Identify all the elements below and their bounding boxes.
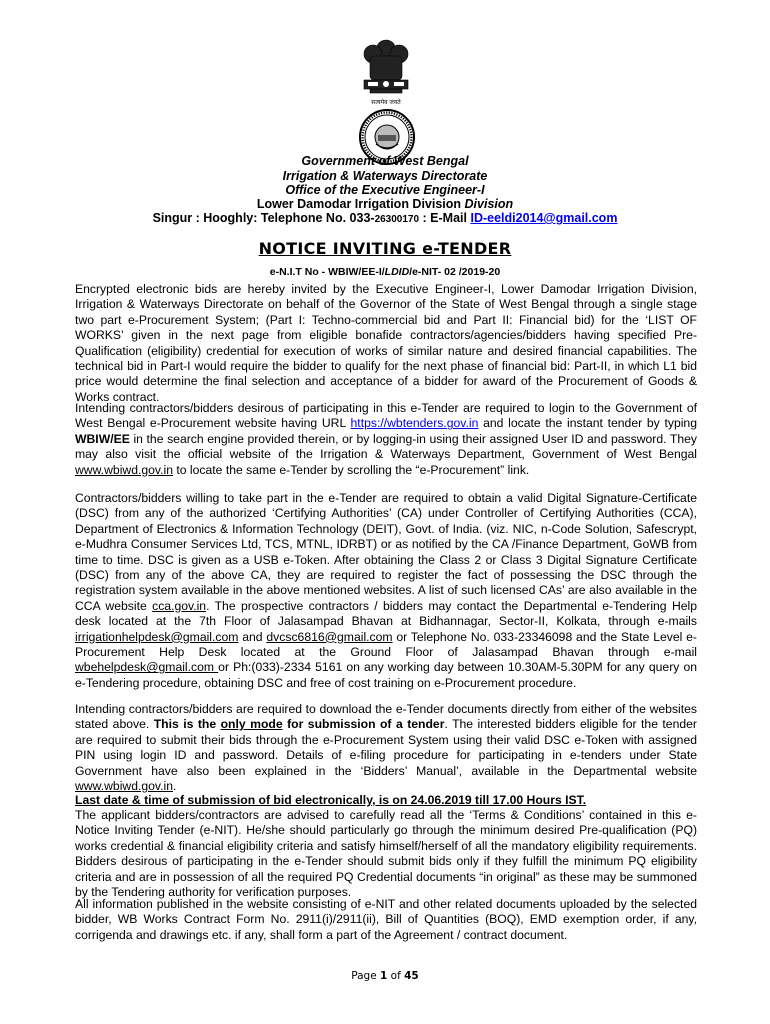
last-date-end: . bbox=[582, 793, 587, 807]
header-government: Government of West Bengal bbox=[301, 154, 469, 168]
para3-text-5: or Ph:(033)-2334 5161 on any working day between 10.30AM-5.30PM for any query on e-Tendering procedure, obtaining DSC and free of cost training on e-Procurement procedure. bbox=[75, 660, 698, 690]
nit-number bbox=[0, 266, 770, 278]
page-footer bbox=[0, 970, 770, 982]
para3-text-3: and bbox=[238, 629, 267, 644]
paragraph-agreement: All information published in the website consisting of e-NIT and other related documents uploaded by the selected bidder, WB Works Contract Form No. 2911(i)/2911(ii), Bill of Quantities (BOQ), EMD exemption order, if any, corrigenda and drawings etc. if any, shall form a part of the Agreement / contract document. bbox=[75, 897, 697, 942]
footer-of: of bbox=[387, 970, 405, 982]
header-contact bbox=[0, 211, 770, 227]
para2-text-2: and locate the instant tender by typing bbox=[478, 416, 697, 431]
contact-prefix: Singur : Hooghly: Telephone No. 033- bbox=[152, 211, 375, 225]
division-word: Division bbox=[464, 197, 514, 211]
last-date-text: Last date & time of submission of bid electronically, is on 24.06.2019 till 17.00 Hours IST bbox=[75, 793, 583, 807]
email-label: : E-Mail bbox=[419, 211, 471, 225]
notice-title: NOTICE INVITING e-TENDER bbox=[258, 239, 512, 258]
search-code: WBIW/EE bbox=[75, 431, 130, 446]
division-name: Lower Damodar Irrigation Division bbox=[256, 197, 462, 211]
last-date-heading bbox=[75, 793, 586, 807]
header-office: Office of the Executive Engineer-I bbox=[285, 183, 485, 197]
helpdesk-email-link[interactable]: irrigationhelpdesk@gmail.com bbox=[75, 629, 239, 644]
email-link[interactable]: ID-eeldi2014@gmail.com bbox=[470, 211, 618, 225]
page-total: 45 bbox=[404, 970, 419, 982]
cca-link[interactable]: cca.gov.in bbox=[152, 598, 207, 613]
wbiwd-website-link[interactable]: www.wbiwd.gov.in bbox=[75, 779, 173, 794]
dvcsc-email-link[interactable]: dvcsc6816@gmail.com bbox=[266, 629, 393, 644]
nit-mid: LDID bbox=[384, 266, 410, 278]
paragraph-dsc bbox=[75, 491, 697, 691]
paragraph-invitation: Encrypted electronic bids are hereby invited by the Executive Engineer-I, Lower Damodar Irrigation Division, Irrigation & Waterways Directorate on behalf of the Governor of the State of West Bengal through a single stage two part e-Procurement System; (Part I: Techno-commercial bid and Part II: Financial bid) for the ‘LIST OF WORKS’ given in the next page from eligible bonafide contractors/agencies/bidders having specified Pre-Qualification (eligibility) credential for execution of works of similar nature and desired financial capabilities. The technical bid in Part-I would require the bidder to qualify for the next phase of financial bid: Part-II, in which L1 bid price would determine the final selection and acceptance of a bidder for award of the Procurement of Goods & Works contract. bbox=[75, 282, 697, 404]
para4-bold-3: for submission of a tender bbox=[282, 717, 445, 732]
para2-text-1: Intending contractors/bidders desirous of participating in this e-Tender are required to login to the Government of West Bengal e-Procurement website having URL bbox=[75, 401, 697, 431]
page-number: 1 bbox=[380, 970, 388, 982]
para3-text-1: Contractors/bidders willing to take part in the e-Tender are required to obtain a valid Digital Signature-Certificate (DSC) from any of the authorized ‘Certifying Authorities’ (CA) under Controller of Certifying Authorities (CCA), Department of Electronics & Information Technology (DEIT), Govt. of India. (viz. NIC, n-Code Solution, Safescrypt, e-Mudhra Consumer Services Ltd, TCS, MTNL, IDRBT) or as notified by the CA /Finance Department, GoWB from time to time. DSC is given as a USB e-Token. After obtaining the Class 2 or Class 3 Digital Signature Certificate (DSC) from any of the above CA, they are required to register the fact of possessing the DSC through the registration system available in the above mentioned websites. A list of such licensed CAs’ are also available in the CCA website bbox=[75, 491, 697, 613]
para3-text-2: . The prospective contractors / bidders may contact the Departmental e-Tendering Help desk located at the 7th Floor of Jalasampad Bhavan at Bidhannagar, Sector-II, Kolkata, through e-mails bbox=[75, 598, 698, 629]
header-directorate: Irrigation & Waterways Directorate bbox=[282, 169, 488, 183]
nit-prefix: e-N.I.T No - WBIW/EE-I/ bbox=[269, 266, 385, 278]
wbtenders-link[interactable]: https://wbtenders.gov.in bbox=[350, 416, 479, 431]
national-emblem-icon bbox=[350, 36, 422, 110]
header-division bbox=[0, 197, 770, 212]
wbehelpdesk-email-link[interactable]: wbehelpdesk@gmail.com bbox=[75, 660, 219, 675]
only-mode-text: only mode bbox=[220, 717, 283, 732]
paragraph-login bbox=[75, 401, 697, 478]
emblem-motto: सत्यमेव जयते bbox=[371, 99, 401, 106]
footer-prefix: Page bbox=[351, 970, 381, 982]
para3-text-4: or Telephone No. 033-23346098 and the State Level e-Procurement Help Desk located at the Ground Floor of Jalasampad Bhavan through e-mail bbox=[75, 629, 697, 660]
para4-text-1: Intending contractors/bidders are required to download the e-Tender documents directly from either of the websites stated above. bbox=[75, 702, 697, 732]
para4-bold-1: This is the bbox=[153, 717, 221, 732]
wbiwd-link[interactable]: www.wbiwd.gov.in bbox=[75, 462, 173, 477]
para2-text-3: in the search engine provided therein, or by logging-in using their assigned User ID and password. They may also visit the official website of the Irrigation & Waterways Department, Government of West Bengal bbox=[75, 431, 697, 462]
para2-text-4: to locate the same e-Tender by scrolling the “e-Procurement” link. bbox=[173, 462, 530, 477]
nit-suffix: /e-NIT- 02 /2019-20 bbox=[409, 266, 501, 278]
paragraph-download bbox=[75, 702, 697, 794]
paragraph-terms: The applicant bidders/contractors are advised to carefully read all the ‘Terms & Conditions’ contained in this e-Notice Inviting Tender (e-NIT). He/she should particularly go through the minimum desired Pre-qualification (PQ) works credential & financial eligibility criteria and satisfy himself/herself of all the mandatory eligibility requirements. Bidders desirous of participating in the e-Tender should submit bids only if they fulfill the minimum PQ eligibility criteria and are in possession of all the required PQ Credential documents “in original” as these may be summoned by the Tendering authority for verification purposes. bbox=[75, 808, 697, 900]
para4-text-3: . bbox=[173, 779, 177, 794]
para4-text-2: . The interested bidders eligible for the tender are required to submit their bids through the e-Procurement System using their valid DSC e-Token with assigned PIN using login ID and password. Details of e-filing procedure for participating in e-tenders under State Government have also been explained in the ‘Bidders’ Manual’, available in the Departmental website bbox=[75, 717, 697, 778]
phone-number: 26300170 bbox=[374, 214, 420, 225]
